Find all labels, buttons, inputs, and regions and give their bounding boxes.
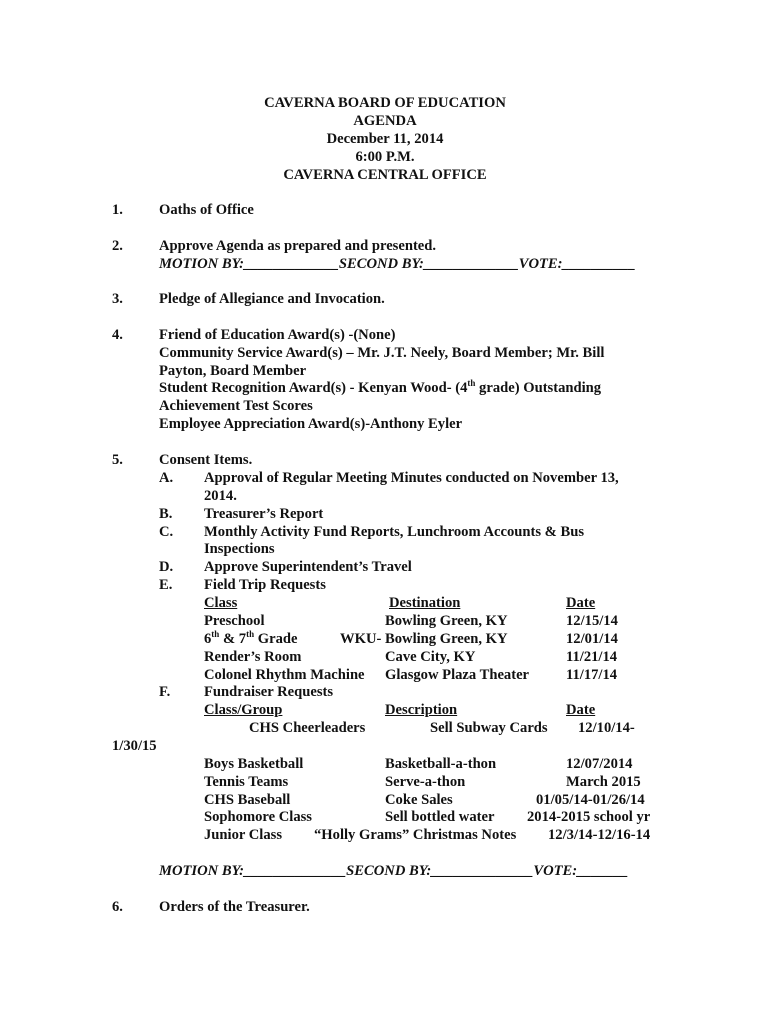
fundraiser-date: 2014-2015 school yr <box>527 809 651 825</box>
item-number: 5. <box>112 452 123 468</box>
item-consent: Consent Items. <box>159 452 253 468</box>
fundraiser-description: Serve-a-thon <box>385 774 466 790</box>
fundraiser-description: Basketball-a-thon <box>385 756 497 772</box>
item-number: 4. <box>112 327 123 343</box>
fundraiser-group: Junior Class <box>204 827 282 843</box>
meeting-location: CAVERNA CENTRAL OFFICE <box>283 167 487 183</box>
award-student-recognition: Student Recognition Award(s) - Kenyan Wood- (4th grade) Outstanding <box>159 378 602 396</box>
award-friend-of-education: Friend of Education Award(s) -(None) <box>159 327 396 343</box>
sub-letter: F. <box>159 684 171 700</box>
sub-letter: C. <box>159 524 174 540</box>
trip-destination: WKU- Bowling Green, KY <box>340 631 508 647</box>
award-community-service-cont: Payton, Board Member <box>159 363 307 379</box>
board-title: CAVERNA BOARD OF EDUCATION <box>264 95 506 111</box>
fundraiser-date: 12/3/14-12/16-14 <box>548 827 651 843</box>
item-number: 3. <box>112 291 123 307</box>
fundraiser-group: CHS Cheerleaders <box>249 720 366 736</box>
trip-date: 12/01/14 <box>566 631 618 647</box>
trip-class: Preschool <box>204 613 265 629</box>
trip-destination: Glasgow Plaza Theater <box>385 667 530 683</box>
fundraiser-date-wrap: 1/30/15 <box>112 738 157 754</box>
trip-date: 12/15/14 <box>566 613 618 629</box>
fundraiser-date: 12/10/14- <box>578 720 635 736</box>
trip-date: 11/17/14 <box>566 667 618 683</box>
fundraiser-description: Sell bottled water <box>385 809 495 825</box>
item-number: 1. <box>112 202 123 218</box>
sub-letter: D. <box>159 559 174 575</box>
trip-class: Colonel Rhythm Machine <box>204 667 365 683</box>
sub-letter: E. <box>159 577 173 593</box>
item-approve-agenda: Approve Agenda as prepared and presented. <box>159 238 437 254</box>
col-header-destination: Destination <box>389 595 461 611</box>
item-pledge: Pledge of Allegiance and Invocation. <box>159 291 385 307</box>
col-header-date: Date <box>566 702 596 718</box>
motion-line: MOTION BY:_____________SECOND BY:_____________VOTE:__________ <box>159 256 636 272</box>
item-oaths-of-office: Oaths of Office <box>159 202 254 218</box>
consent-minutes-cont: 2014. <box>204 488 237 504</box>
consent-fundraisers: Fundraiser Requests <box>204 684 334 700</box>
trip-date: 11/21/14 <box>566 649 618 665</box>
fundraiser-date: March 2015 <box>566 774 641 790</box>
fundraiser-group: Boys Basketball <box>204 756 304 772</box>
meeting-time: 6:00 P.M. <box>355 149 415 165</box>
award-employee-appreciation: Employee Appreciation Award(s)-Anthony Eyler <box>159 416 463 432</box>
col-header-description: Description <box>385 702 458 718</box>
consent-activity-fund-cont: Inspections <box>204 541 275 557</box>
award-student-recognition-cont: Achievement Test Scores <box>159 398 313 414</box>
award-community-service: Community Service Award(s) – Mr. J.T. Neely, Board Member; Mr. Bill <box>159 345 605 361</box>
item-number: 6. <box>112 899 123 915</box>
fundraiser-description: Coke Sales <box>385 792 453 808</box>
fundraiser-date: 01/05/14-01/26/14 <box>536 792 645 808</box>
trip-destination: Cave City, KY <box>385 649 476 665</box>
trip-class: 6th & 7th Grade <box>204 629 298 647</box>
trip-class: Render’s Room <box>204 649 302 665</box>
col-header-class: Class <box>204 595 238 611</box>
consent-treasurer-report: Treasurer’s Report <box>204 506 324 522</box>
fundraiser-group: Tennis Teams <box>204 774 289 790</box>
trip-destination: Bowling Green, KY <box>385 613 508 629</box>
item-orders-treasurer: Orders of the Treasurer. <box>159 899 310 915</box>
sub-letter: B. <box>159 506 173 522</box>
fundraiser-group: CHS Baseball <box>204 792 291 808</box>
consent-field-trips: Field Trip Requests <box>204 577 326 593</box>
agenda-title: AGENDA <box>353 113 417 129</box>
item-number: 2. <box>112 238 123 254</box>
col-header-date: Date <box>566 595 596 611</box>
fundraiser-description: “Holly Grams” Christmas Notes <box>314 827 517 843</box>
motion-line: MOTION BY:______________SECOND BY:______________VOTE:_______ <box>159 863 629 879</box>
col-header-group: Class/Group <box>204 702 283 718</box>
meeting-date: December 11, 2014 <box>326 131 444 147</box>
fundraiser-date: 12/07/2014 <box>566 756 633 772</box>
fundraiser-description: Sell Subway Cards <box>430 720 548 736</box>
consent-superintendent-travel: Approve Superintendent’s Travel <box>204 559 412 575</box>
consent-activity-fund: Monthly Activity Fund Reports, Lunchroom Accounts & Bus <box>204 524 585 540</box>
sub-letter: A. <box>159 470 174 486</box>
consent-minutes: Approval of Regular Meeting Minutes conducted on November 13, <box>204 470 619 486</box>
fundraiser-group: Sophomore Class <box>204 809 312 825</box>
